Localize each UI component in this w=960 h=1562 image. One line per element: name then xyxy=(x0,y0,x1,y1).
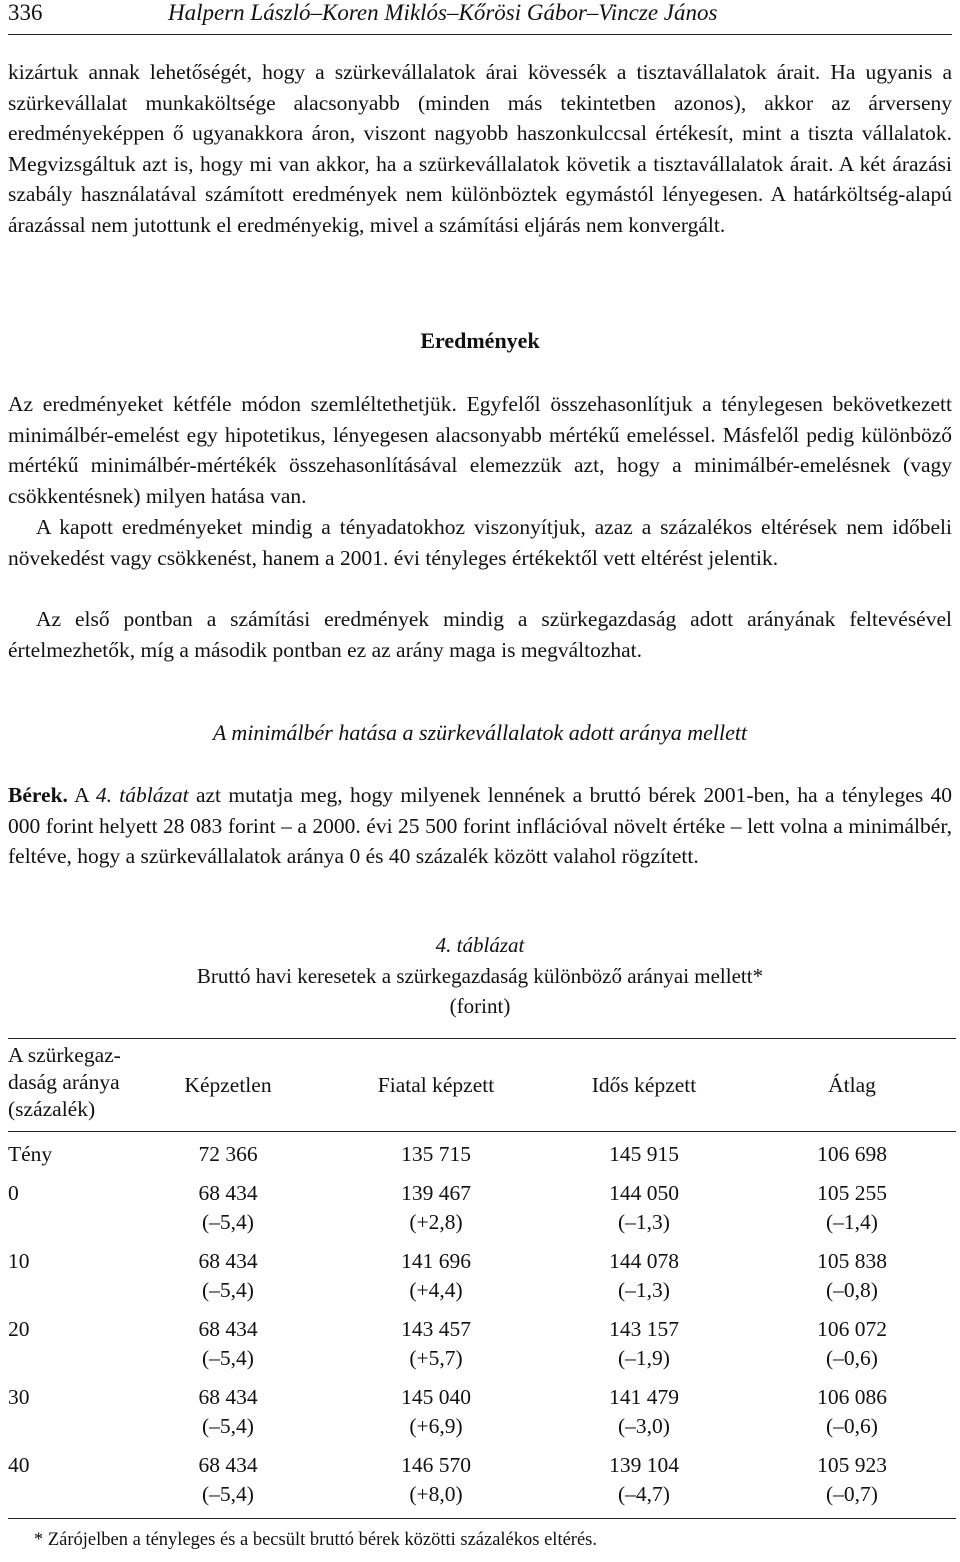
table-diff-cell: (+8,0) xyxy=(409,1482,463,1506)
table-cell: 145 915 xyxy=(609,1142,679,1166)
results-paragraph-3: Az első pontban a számítási eredmények mindig a szürkegazdaság adott arányának feltevésével értelmezhetők, míg a második pontban ez az arány maga is megváltozhat. xyxy=(8,607,952,662)
table-cell: 135 715 xyxy=(401,1142,471,1166)
row-label: 10 xyxy=(8,1249,30,1273)
table-reference-link[interactable]: 4. táblázat xyxy=(95,783,189,807)
table-diff-cell: (–0,6) xyxy=(826,1414,878,1438)
row-header-line: daság aránya xyxy=(8,1070,120,1094)
table-bottom-rule xyxy=(8,1518,956,1519)
table-cell: 144 050 xyxy=(609,1181,679,1205)
table-cell: 145 040 xyxy=(401,1385,471,1409)
table-diff-cell: (–1,3) xyxy=(618,1210,670,1234)
table-diff-cell: (+6,9) xyxy=(409,1414,463,1438)
row-label: 30 xyxy=(8,1385,30,1409)
table-diff-cell: (–0,8) xyxy=(826,1278,878,1302)
wages-lead: Bérek. xyxy=(8,783,68,807)
table-diff-cell: (–5,4) xyxy=(202,1210,254,1234)
table-diff-cell: (–5,4) xyxy=(202,1346,254,1370)
row-header-line: A szürkegaz- xyxy=(8,1043,121,1067)
section-title: Eredmények xyxy=(420,328,540,353)
column-header: Fiatal képzett xyxy=(377,1073,495,1097)
table-cell: 106 086 xyxy=(817,1385,887,1409)
table-diff-cell: (–3,0) xyxy=(618,1414,670,1438)
page-number: 336 xyxy=(8,0,43,25)
row-label: 20 xyxy=(8,1317,30,1341)
table-cell: 68 434 xyxy=(198,1317,258,1341)
table-header-rule xyxy=(8,1131,956,1132)
results-paragraph-2: A kapott eredményeket mindig a tényadatokhoz viszonyítjuk, azaz a százalékos eltérések nem időbeli növekedést vagy csökkenést, hanem a 2001. évi tényleges értékektől vett eltérést jelentik. xyxy=(8,515,952,570)
table-diff-cell: (–5,4) xyxy=(202,1414,254,1438)
table-cell: 106 072 xyxy=(817,1317,887,1341)
table-cell: 105 923 xyxy=(817,1453,887,1477)
table-cell: 141 696 xyxy=(401,1249,471,1273)
column-header: Átlag xyxy=(828,1073,876,1097)
table-top-rule xyxy=(8,1038,956,1039)
running-header xyxy=(8,0,952,35)
table-cell: 144 078 xyxy=(609,1249,679,1273)
table-cell: 141 479 xyxy=(609,1385,679,1409)
wages-body: azt mutatja meg, hogy milyenek lennének a bruttó bérek 2001-ben, ha a tényleges 40 000 forint helyett 28 083 forint – a 2000. évi 25 500 forint inflációval növelt értéke – lett volna a minimálbér, feltéve, hogy a szürkevállalatok aránya 0 és 40 százalék között valahol rögzített. xyxy=(8,783,952,869)
column-header: Képzetlen xyxy=(184,1073,272,1097)
table-cell: 68 434 xyxy=(198,1249,258,1273)
table-diff-cell: (–1,9) xyxy=(618,1346,670,1370)
table-cell: 143 157 xyxy=(609,1317,679,1341)
table-cell: 72 366 xyxy=(198,1142,258,1166)
table-cell: 68 434 xyxy=(198,1453,258,1477)
table-cell: 68 434 xyxy=(198,1385,258,1409)
table-diff-cell: (+2,8) xyxy=(409,1210,463,1234)
table-cell: 146 570 xyxy=(401,1453,471,1477)
row-header-line: (százalék) xyxy=(8,1097,96,1121)
running-header-authors: Halpern László–Koren Miklós–Kőrösi Gábor–Vincze János xyxy=(168,0,718,25)
table-cell: 105 838 xyxy=(817,1249,887,1273)
wages-paragraph xyxy=(8,780,952,872)
table-diff-cell: (–5,4) xyxy=(202,1482,254,1506)
row-label: Tény xyxy=(8,1142,53,1166)
table-cell: 68 434 xyxy=(198,1181,258,1205)
table-cell: 105 255 xyxy=(817,1181,887,1205)
intro-paragraph: kizártuk annak lehetőségét, hogy a szürkevállalatok árai kövessék a tisztavállalatok árait. Ha ugyanis a szürkevállalat munkaköltsége alacsonyabb (minden más tekintetben azonos), akkor az árverseny eredményeképpen ő ugyanakkora áron, viszont nagyobb haszonkulccsal értékesít, mint a tiszta vállalatok. Megvizsgáltuk azt is, hogy mi van akkor, ha a szürkevállalatok követik a tisztavállalatok árait. A két árazási szabály használatával számított eredmények nem különböztek egymástól lényegesen. A határköltség-alapú árazással nem jutottunk el eredményekig, mivel a számítási eljárás nem konvergált. xyxy=(8,60,952,237)
table-number: 4. táblázat xyxy=(435,933,525,957)
table-diff-cell: (+5,7) xyxy=(409,1346,463,1370)
table-footnote: * Zárójelben a tényleges és a becsült bruttó bérek közötti százalékos eltérés. xyxy=(34,1530,597,1550)
row-header-label xyxy=(8,1042,121,1123)
results-paragraph-1: Az eredményeket kétféle módon szemléltethetjük. Egyfelől összehasonlítjuk a ténylegesen bekövetkezett minimálbér-emelést egy hipotetikus, lényegesen alacsonyabb mértékű emeléssel. Másfelől pedig különböző mértékű minimálbér-mértékék összehasonlításával elemezzük azt, hogy a minimálbér-emelésnek (vagy csökkentésnek) milyen hatása van. xyxy=(8,392,952,508)
column-header: Idős képzett xyxy=(591,1073,697,1097)
table-cell: 143 457 xyxy=(401,1317,471,1341)
wages-lead-prefix: A xyxy=(67,783,96,807)
table-unit: (forint) xyxy=(449,994,511,1018)
table-cell: 139 467 xyxy=(401,1181,471,1205)
table-diff-cell: (–4,7) xyxy=(618,1482,670,1506)
table-diff-cell: (–1,3) xyxy=(618,1278,670,1302)
table-diff-cell: (–5,4) xyxy=(202,1278,254,1302)
row-label: 0 xyxy=(8,1181,19,1205)
table-cell: 139 104 xyxy=(609,1453,679,1477)
table-diff-cell: (–0,6) xyxy=(826,1346,878,1370)
subsection-title: A minimálbér hatása a szürkevállalatok adott aránya mellett xyxy=(212,720,748,745)
row-label: 40 xyxy=(8,1453,30,1477)
table-cell: 106 698 xyxy=(817,1142,887,1166)
table-diff-cell: (–0,7) xyxy=(826,1482,878,1506)
table-diff-cell: (–1,4) xyxy=(826,1210,878,1234)
table-title: Bruttó havi keresetek a szürkegazdaság különböző arányai mellett* xyxy=(196,964,764,988)
table-diff-cell: (+4,4) xyxy=(409,1278,463,1302)
